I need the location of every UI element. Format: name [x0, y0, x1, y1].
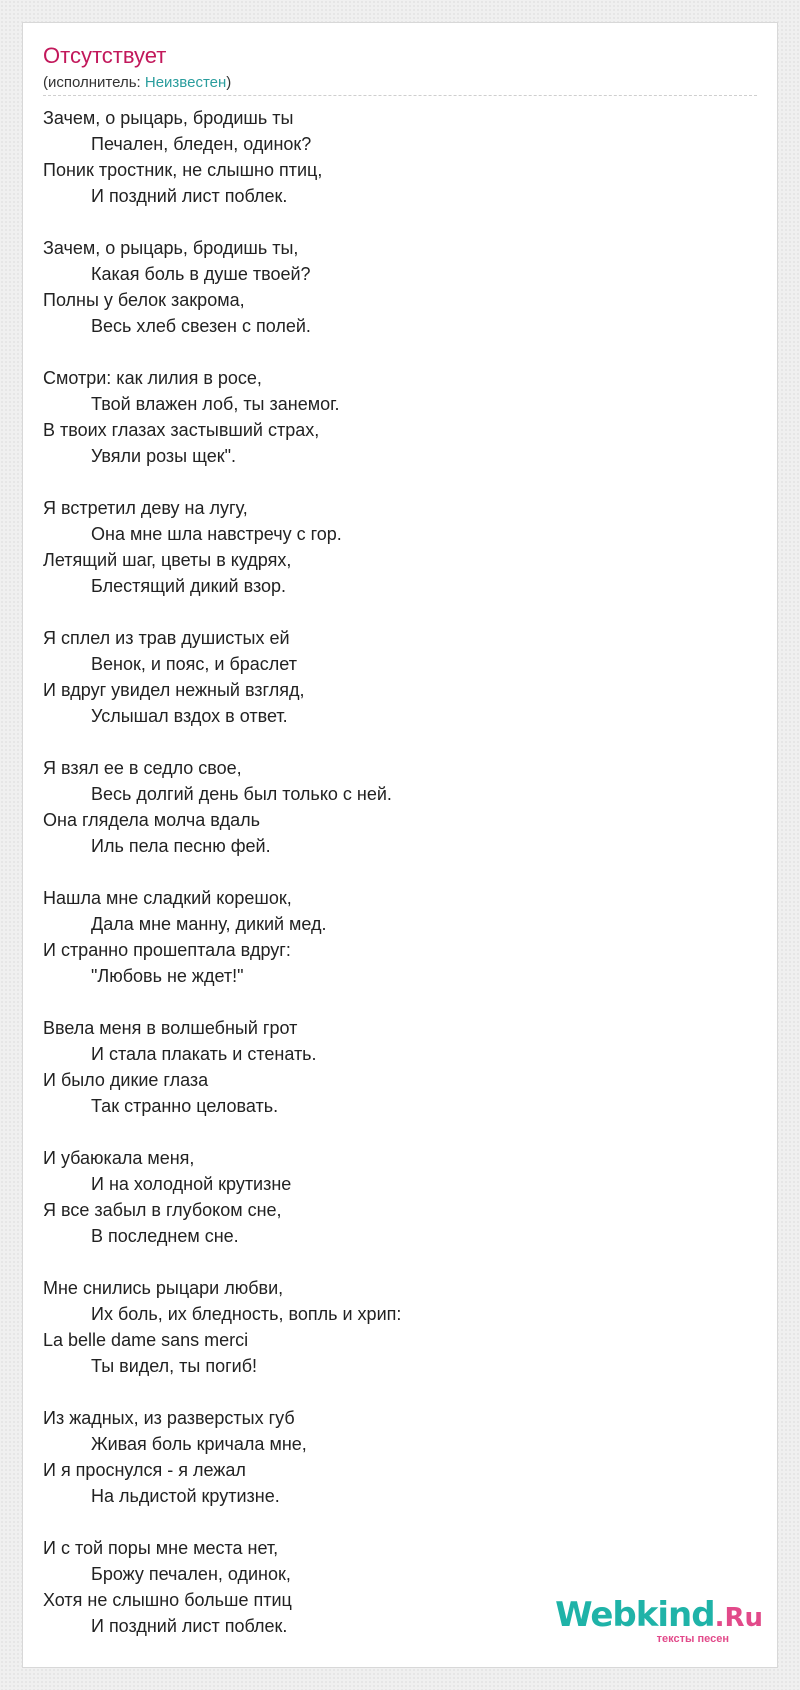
stanza: [43, 885, 401, 989]
lyric-line: Я все забыл в глубоком сне,: [43, 1200, 282, 1220]
lyric-line: La belle dame sans merci: [43, 1330, 249, 1350]
stanza: [43, 1405, 401, 1509]
lyric-line: И я проснулся - я лежал: [43, 1460, 246, 1480]
stanza: [43, 1535, 401, 1639]
lyric-line: В последнем сне.: [91, 1226, 239, 1246]
lyric-line: Зачем, о рыцарь, бродишь ты: [43, 108, 294, 128]
lyric-line: И на холодной крутизне: [91, 1174, 292, 1194]
lyric-line: "Любовь не ждет!": [91, 966, 244, 986]
lyric-line: Поник тростник, не слышно птиц,: [43, 160, 323, 180]
artist-suffix: ): [226, 74, 232, 91]
lyric-line: Мне снились рыцари любви,: [43, 1278, 284, 1298]
lyric-line: Нашла мне сладкий корешок,: [43, 888, 292, 908]
lyric-line: В твоих глазах застывший страх,: [43, 420, 320, 440]
lyric-line: Она глядела молча вдаль: [43, 810, 261, 830]
lyrics-card: [22, 22, 778, 1668]
lyric-line: Весь долгий день был только с ней.: [91, 784, 392, 804]
lyric-line: Печален, бледен, одинок?: [91, 134, 312, 154]
lyrics-body: [43, 105, 401, 1665]
stanza: [43, 235, 401, 339]
artist-link[interactable]: Неизвестен: [144, 74, 227, 91]
lyric-line: Брожу печален, одинок,: [91, 1564, 291, 1584]
lyric-line: И стала плакать и стенать.: [91, 1044, 317, 1064]
lyric-line: Так странно целовать.: [91, 1096, 279, 1116]
lyric-line: Дала мне манну, дикий мед.: [91, 914, 327, 934]
lyric-line: Весь хлеб свезен с полей.: [91, 316, 311, 336]
lyric-line: Венок, и пояс, и браслет: [91, 654, 297, 674]
lyric-line: Смотри: как лилия в росе,: [43, 368, 262, 388]
lyric-line: И было дикие глаза: [43, 1070, 209, 1090]
stanza: [43, 495, 401, 599]
lyric-line: Услышал вздох в ответ.: [91, 706, 288, 726]
stanza: [43, 1015, 401, 1119]
lyric-line: Летящий шаг, цветы в кудрях,: [43, 550, 292, 570]
stanza: [43, 365, 401, 469]
site-logo[interactable]: [555, 1595, 763, 1645]
artist-line: [43, 73, 231, 93]
lyric-line: Я встретил деву на лугу,: [43, 498, 248, 518]
lyric-line: И поздний лист поблек.: [91, 186, 288, 206]
lyric-line: Ввела меня в волшебный грот: [43, 1018, 298, 1038]
artist-prefix: (исполнитель:: [43, 74, 145, 91]
lyric-line: Я сплел из трав душистых ей: [43, 628, 290, 648]
stanza: [43, 105, 401, 209]
lyric-line: Я взял ее в седло свое,: [43, 758, 242, 778]
header-divider: [43, 95, 757, 96]
lyric-line: Увяли розы щек".: [91, 446, 236, 466]
lyric-line: И с той поры мне места нет,: [43, 1538, 279, 1558]
lyric-line: И странно прошептала вдруг:: [43, 940, 291, 960]
lyric-line: Какая боль в душе твоей?: [91, 264, 311, 284]
song-title: Отсутствует: [43, 43, 167, 68]
lyric-line: Иль пела песню фей.: [91, 836, 271, 856]
lyric-line: Их боль, их бледность, вопль и хрип:: [91, 1304, 402, 1324]
logo-main-text: Webkind: [555, 1595, 715, 1635]
stanza: [43, 625, 401, 729]
logo-tagline: тексты песен: [656, 1633, 729, 1645]
logo-tld: .Ru: [714, 1603, 763, 1633]
lyric-line: Твой влажен лоб, ты занемог.: [91, 394, 340, 414]
lyric-line: Хотя не слышно больше птиц: [43, 1590, 292, 1610]
lyric-line: И поздний лист поблек.: [91, 1616, 288, 1636]
lyric-line: Из жадных, из разверстых губ: [43, 1408, 295, 1428]
stanza: [43, 1145, 401, 1249]
lyric-line: Блестящий дикий взор.: [91, 576, 287, 596]
lyric-line: На льдистой крутизне.: [91, 1486, 280, 1506]
lyric-line: Живая боль кричала мне,: [91, 1434, 307, 1454]
stanza: [43, 1275, 401, 1379]
lyric-line: Ты видел, ты погиб!: [91, 1356, 258, 1376]
lyric-line: Полны у белок закрома,: [43, 290, 245, 310]
lyric-line: И вдруг увидел нежный взгляд,: [43, 680, 305, 700]
lyric-line: Она мне шла навстречу с гор.: [91, 524, 342, 544]
lyric-line: И убаюкала меня,: [43, 1148, 195, 1168]
stanza: [43, 755, 401, 859]
lyric-line: Зачем, о рыцарь, бродишь ты,: [43, 238, 299, 258]
logo-wordmark: [555, 1595, 763, 1635]
